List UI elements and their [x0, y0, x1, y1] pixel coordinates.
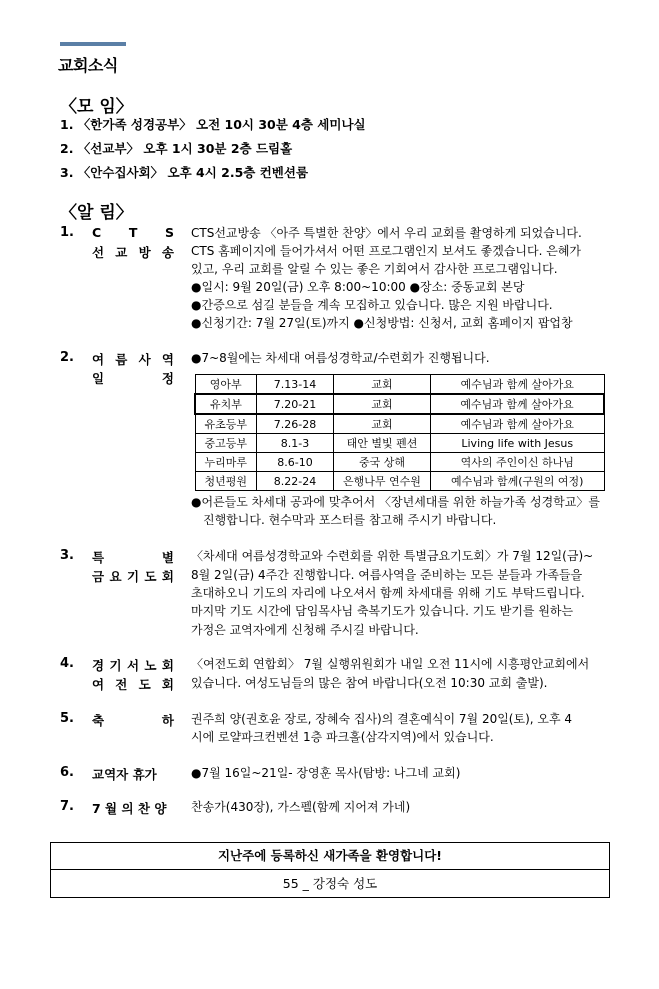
- notice-text: 〈차세대 여름성경학교와 수련회를 위한 특별금요기도회〉가 7월 12일(금)~: [191, 549, 594, 563]
- notice-label: 축 하: [92, 713, 174, 728]
- welcome-box: [50, 842, 610, 898]
- notice-number: 7.: [60, 799, 74, 814]
- table-row: [195, 453, 604, 472]
- theme-cell: 예수님과 함께 살아가요: [431, 375, 605, 395]
- meeting-item: 1. 〈한가족 성경공부〉 오전 10시 30분 4층 세미나실: [60, 117, 366, 132]
- notice-label: 경 기 서 노 회: [92, 658, 174, 673]
- notice-label: 여 름 사 역: [92, 352, 174, 367]
- notice-text: ●일시: 9월 20일(금) 오후 8:00~10:00 ●장소: 중동교회 본당: [191, 280, 525, 294]
- notice-label: 선 교 방 송: [92, 245, 174, 260]
- date-cell: 7.13-14: [257, 375, 334, 395]
- notice-text: ●7월 16일~21일- 장영훈 목사(탐방: 나그네 교회): [191, 766, 461, 780]
- notice-text: ●간증으로 섬길 분들을 계속 모집하고 있습니다. 많은 지원 바랍니다.: [191, 298, 553, 312]
- welcome-title: 지난주에 등록하신 새가족을 환영합니다!: [51, 843, 609, 870]
- place-cell: 은행나무 연수원: [334, 472, 431, 491]
- notice-text: 8월 2일(금) 4주간 진행합니다. 여름사역을 준비하는 모든 분들과 가족들을: [191, 568, 583, 582]
- date-cell: 7.20-21: [257, 394, 334, 414]
- dept-cell: 영아부: [195, 375, 257, 395]
- notice-label: 교역자 휴가: [92, 767, 157, 782]
- table-row: [195, 472, 604, 491]
- notices-heading: 〈알 림〉: [60, 203, 133, 223]
- notice-label: 일 정: [92, 371, 174, 386]
- new-member-name: 55 _ 강정숙 성도: [282, 876, 378, 891]
- theme-cell: 예수님과 함께 살아가요: [431, 394, 605, 414]
- place-cell: 교회: [334, 414, 431, 434]
- meeting-item: 3. 〈안수집사회〉 오후 4시 2.5층 컨벤션룸: [60, 165, 309, 180]
- notice-text: 가정은 교역자에게 신청해 주시길 바랍니다.: [191, 623, 419, 637]
- theme-cell: 역사의 주인이신 하나님: [431, 453, 605, 472]
- theme-cell: Living life with Jesus: [431, 434, 605, 453]
- notice-text: 있습니다. 여성도님들의 많은 참여 바랍니다(오전 10:30 교회 출발).: [191, 676, 548, 690]
- dept-cell: 유초등부: [195, 414, 257, 434]
- notice-text: 〈여전도회 연합회〉 7월 실행위원회가 내일 오전 11시에 시흥평안교회에서: [191, 657, 590, 671]
- date-cell: 8.22-24: [257, 472, 334, 491]
- notice-text: ●신청기간: 7월 27일(토)까지 ●신청방법: 신청서, 교회 홈페이지 팝업창: [191, 316, 573, 330]
- date-cell: 8.6-10: [257, 453, 334, 472]
- dept-cell: 유치부: [195, 394, 257, 414]
- notice-text: ●7~8월에는 차세대 여름성경학교/수련회가 진행됩니다.: [191, 351, 490, 365]
- notice-number: 5.: [60, 711, 74, 726]
- dept-cell: 누리마루: [195, 453, 257, 472]
- notice-text: CTS선교방송 〈아주 특별한 찬양〉에서 우리 교회를 촬영하게 되었습니다.: [191, 226, 582, 240]
- meeting-item: 2. 〈선교부〉 오후 1시 30분 2층 드림홀: [60, 141, 293, 156]
- table-row: [195, 434, 604, 453]
- theme-cell: 예수님과 함께 살아가요: [431, 414, 605, 434]
- notice-number: 2.: [60, 350, 74, 365]
- page-title: 교회소식: [58, 56, 118, 75]
- notice-text: 초대하오니 기도의 자리에 나오셔서 함께 차세대를 위해 기도 부탁드립니다.: [191, 586, 585, 600]
- notice-label: C T S: [92, 225, 174, 240]
- notice-text: ●어른들도 차세대 공과에 맞추어서 〈장년세대를 위한 하늘가족 성경학교〉를: [191, 495, 600, 509]
- notice-number: 4.: [60, 656, 74, 671]
- date-cell: 8.1-3: [257, 434, 334, 453]
- notice-number: 6.: [60, 765, 74, 780]
- header-accent-bar: [60, 42, 126, 46]
- notice-text: 있고, 우리 교회를 알릴 수 있는 좋은 기회여서 감사한 프로그램입니다.: [191, 262, 558, 276]
- summer-schedule-table: [194, 374, 605, 491]
- notice-text: 권주희 양(권호윤 장로, 장혜숙 집사)의 결혼예식이 7월 20일(토), 오후 4: [191, 712, 573, 726]
- table-row: [195, 414, 604, 434]
- notice-text: CTS 홈페이지에 들어가셔서 어떤 프로그램인지 보셔도 좋겠습니다. 은혜가: [191, 244, 582, 258]
- table-row: [195, 375, 604, 395]
- place-cell: 교회: [334, 375, 431, 395]
- place-cell: 중국 상해: [334, 453, 431, 472]
- date-cell: 7.26-28: [257, 414, 334, 434]
- dept-cell: 청년평원: [195, 472, 257, 491]
- notice-number: 3.: [60, 548, 74, 563]
- notice-label: 7 월 의 찬 양: [92, 801, 167, 816]
- notice-text: 시에 로얄파크컨벤션 1층 파크홀(삼각지역)에서 있습니다.: [191, 730, 494, 744]
- meetings-heading: 〈모 임〉: [60, 97, 133, 117]
- place-cell: 교회: [334, 394, 431, 414]
- notice-text: 찬송가(430장), 가스펠(함께 지어져 가네): [191, 800, 411, 814]
- notice-label: 특 별: [92, 550, 174, 565]
- table-row-highlighted: [195, 394, 604, 414]
- dept-cell: 중고등부: [195, 434, 257, 453]
- notice-text: 진행합니다. 현수막과 포스터를 참고해 주시기 바랍니다.: [203, 513, 497, 527]
- place-cell: 태안 별빛 펜션: [334, 434, 431, 453]
- notice-label: 금 요 기 도 회: [92, 569, 174, 584]
- notice-number: 1.: [60, 225, 74, 240]
- notice-text: 마지막 기도 시간에 담임목사님 축복기도가 있습니다. 기도 받기를 원하는: [191, 604, 574, 618]
- theme-cell: 예수님과 함께(구원의 여정): [431, 472, 605, 491]
- notice-label: 여 전 도 회: [92, 677, 174, 692]
